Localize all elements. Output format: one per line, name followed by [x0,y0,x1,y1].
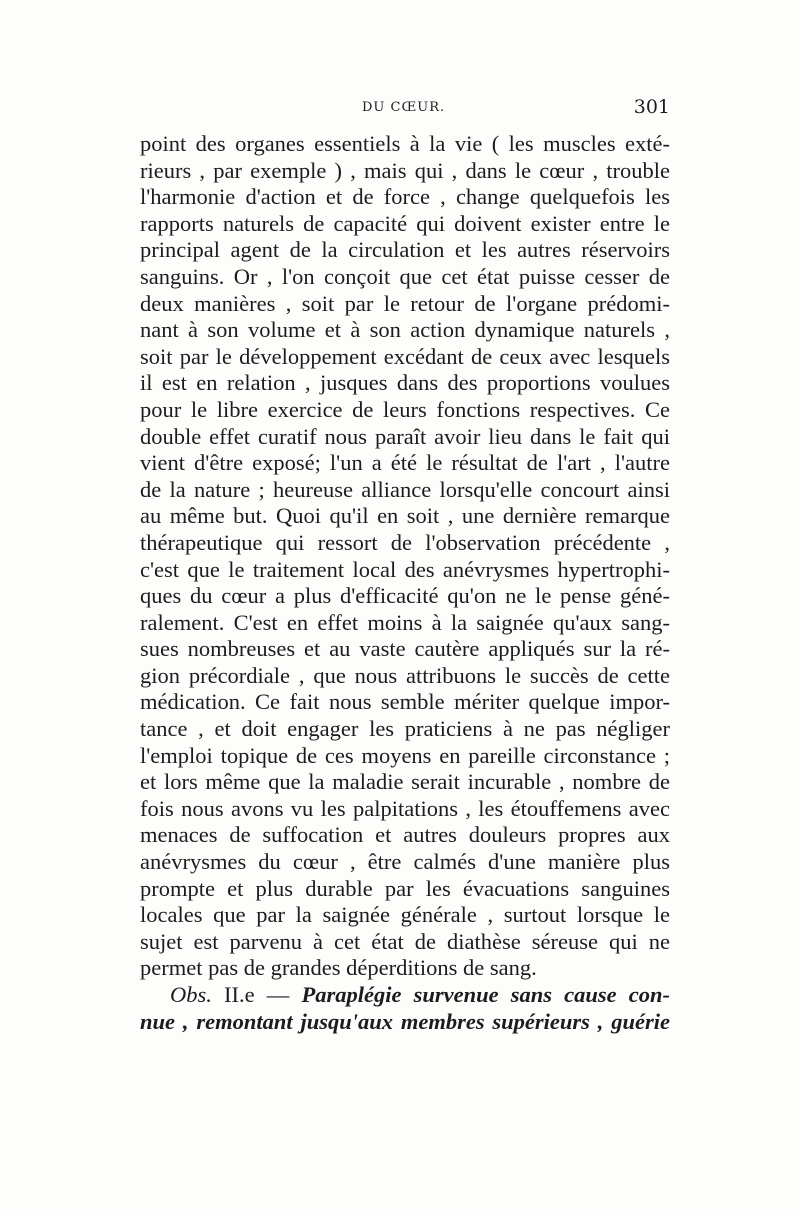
text-line: rapports naturels de capacité qui doivent exister entre le [140,210,670,236]
text-line: fois nous avons vu les palpitations , les étouffemens avec [140,795,670,821]
text-line: rieurs , par exemple ) , mais qui , dans le cœur , trouble [140,157,670,183]
text-line: gion précordiale , que nous attribuons le succès de cette [140,662,670,688]
text-line: il est en relation , jusques dans des proportions voulues [140,370,670,396]
text-line: tance , et doit engager les praticiens à ne pas négliger [140,716,670,742]
body-paragraph [140,131,670,982]
text-line: sues nombreuses et au vaste cautère appliqués sur la ré- [140,636,670,662]
text-line: c'est que le traitement local des anévrysmes hypertrophi- [140,556,670,582]
running-head [140,96,670,122]
text-line: pour le libre exercice de leurs fonctions respectives. Ce [140,396,670,422]
text-line: ralement. C'est en effet moins à la saignée qu'aux sang- [140,609,670,635]
text-line: permet pas de grandes déperditions de sang. [140,955,537,981]
text-line: l'harmonie d'action et de force , change quelquefois les [140,184,670,210]
text-line: menaces de suffocation et autres douleurs propres aux [140,822,670,848]
text-line: sanguins. Or , l'on conçoit que cet état puisse cesser de [140,263,670,289]
text-line: point des organes essentiels à la vie ( les muscles exté- [140,131,670,156]
text-line: vient d'être exposé; l'un a été le résultat de l'art , l'autre [140,450,670,476]
text-line: deux manières , soit par le retour de l'organe prédomi- [140,290,670,316]
text-line: ques du cœur a plus d'efficacité qu'on ne le pense géné- [140,583,670,609]
observation-number: II.e — [224,982,290,1007]
text-line: et lors même que la maladie serait incurable , nombre de [140,769,670,795]
text-line: l'emploi topique de ces moyens en pareille circonstance ; [140,742,670,768]
observation-title-part-1: Paraplégie survenue sans cause con- [301,982,671,1007]
observation-label: Obs. [170,982,212,1007]
text-line: de la nature ; heureuse alliance lorsqu'elle concourt ainsi [140,476,670,502]
text-line: anévrysmes du cœur , être calmés d'une manière plus [140,849,670,875]
text-line: double effet curatif nous paraît avoir lieu dans le fait qui [140,423,670,449]
text-line: thérapeutique qui ressort de l'observation précédente , [140,529,670,555]
text-line: sujet est parvenu à cet état de diathèse séreuse qui ne [140,928,670,954]
observation-line-1 [140,982,670,1009]
text-line: médication. Ce fait nous semble mériter quelque impor- [140,689,670,715]
text-line: au même but. Quoi qu'il en soit , une dernière remarque [140,503,670,529]
text-line: locales que par la saignée générale , surtout lorsque le [140,902,670,928]
text-line: principal agent de la circulation et les autres réservoirs [140,237,670,263]
text-line: nant à son volume et à son action dynamique naturels , [140,317,670,343]
page-number: 301 [633,96,670,118]
text-line: soit par le développement excédant de ceux avec lesquels [140,343,670,369]
running-title: DU CŒUR. [362,100,446,115]
observation-heading [140,982,670,1035]
observation-title-part-2: nue , remontant jusqu'aux membres supérieurs , guérie [140,1008,670,1034]
text-line: prompte et plus durable par les évacuations sanguines [140,875,670,901]
